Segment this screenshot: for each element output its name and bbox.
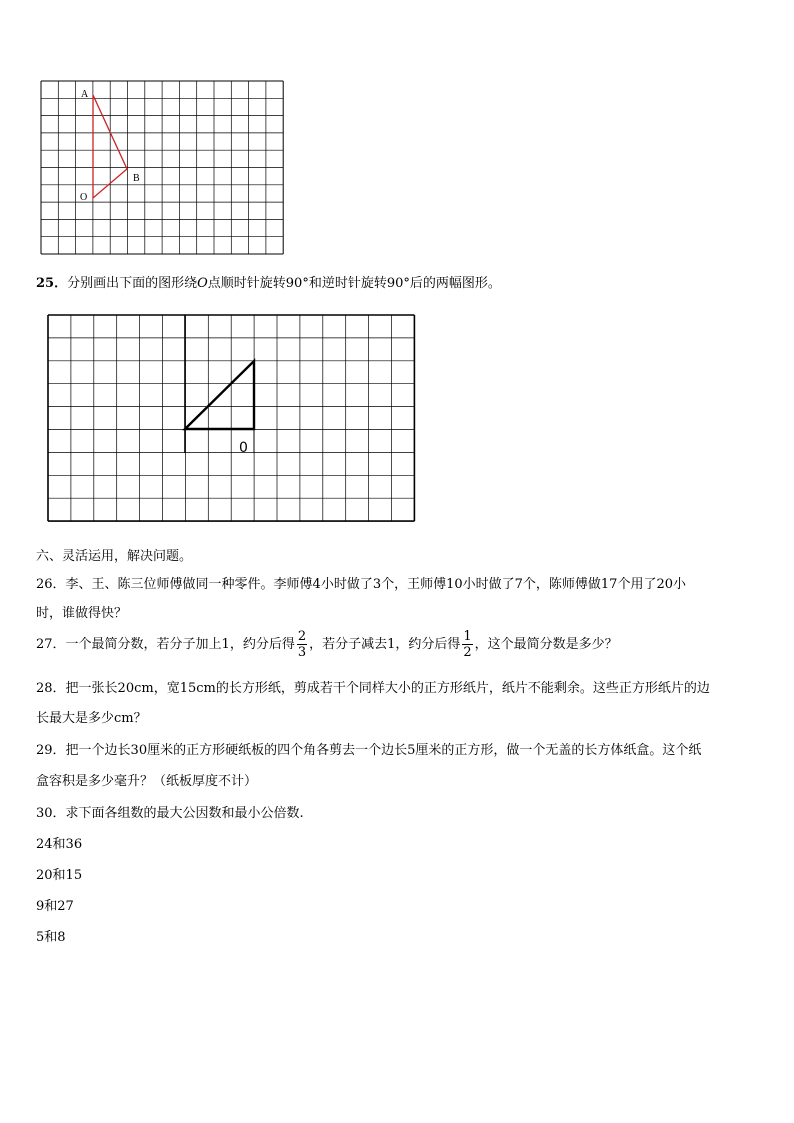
rotation-grid-2 — [46, 313, 416, 525]
fraction-two-thirds — [297, 629, 307, 660]
point-label-o: O — [80, 192, 88, 203]
number-pair-2: 20和15 — [36, 868, 83, 883]
numerator: 1 — [463, 629, 472, 644]
q27-part2: ，若分子减去1，约分后得 — [309, 637, 461, 652]
point-label-o: 0 — [239, 440, 248, 456]
q27-part3: ，这个最简分数是多少？ — [474, 637, 618, 652]
number-pair-4: 5和8 — [36, 930, 66, 945]
question-26-line1: 26．李、王、陈三位师傅做同一种零件。李师傅4小时做了3个，王师傅10小时做了7个，陈师傅做17个用了20小 — [36, 577, 686, 592]
question-29-line1: 29．把一个边长30厘米的正方形硬纸板的四个角各剪去一个边长5厘米的正方形，做一个无盖的长方体纸盒。这个纸 — [36, 743, 702, 758]
question-27 — [36, 629, 618, 660]
denominator: 2 — [463, 645, 472, 660]
question-28-line2: 长最大是多少cm？ — [36, 711, 147, 726]
question-26-line2: 时，谁做得快？ — [36, 606, 128, 621]
question-text: 分别画出下面的图形绕 — [67, 276, 198, 291]
question-25 — [36, 272, 501, 291]
right-triangle — [185, 361, 254, 429]
number-pair-1: 24和36 — [36, 837, 83, 852]
grid-lines — [48, 315, 414, 521]
fraction-one-half — [462, 629, 472, 660]
question-30: 30．求下面各组数的最大公因数和最小公倍数. — [36, 806, 304, 821]
point-label-a: A — [81, 89, 89, 100]
question-text-cont: 点顺时针旋转90°和逆时针旋转90°后的两幅图形。 — [207, 276, 501, 291]
point-label-b: B — [133, 173, 140, 184]
question-29-line2: 盒容积是多少毫升？（纸板厚度不计） — [36, 774, 258, 789]
question-number: 25． — [36, 276, 68, 291]
denominator: 3 — [297, 645, 307, 660]
question-28-line1: 28．把一张长20cm，宽15cm的长方形纸，剪成若干个同样大小的正方形纸片，纸片不能剩余。这些正方形纸片的边 — [36, 681, 710, 696]
q27-part1: 27．一个最简分数，若分子加上1，约分后得 — [36, 637, 295, 652]
point-o-italic: O — [197, 276, 208, 291]
numerator: 2 — [297, 629, 307, 644]
number-pair-3: 9和27 — [36, 899, 74, 914]
section-heading: 六、灵活运用，解决问题。 — [36, 549, 193, 564]
rotation-grid-figure — [40, 80, 290, 260]
grid-lines — [41, 81, 283, 254]
